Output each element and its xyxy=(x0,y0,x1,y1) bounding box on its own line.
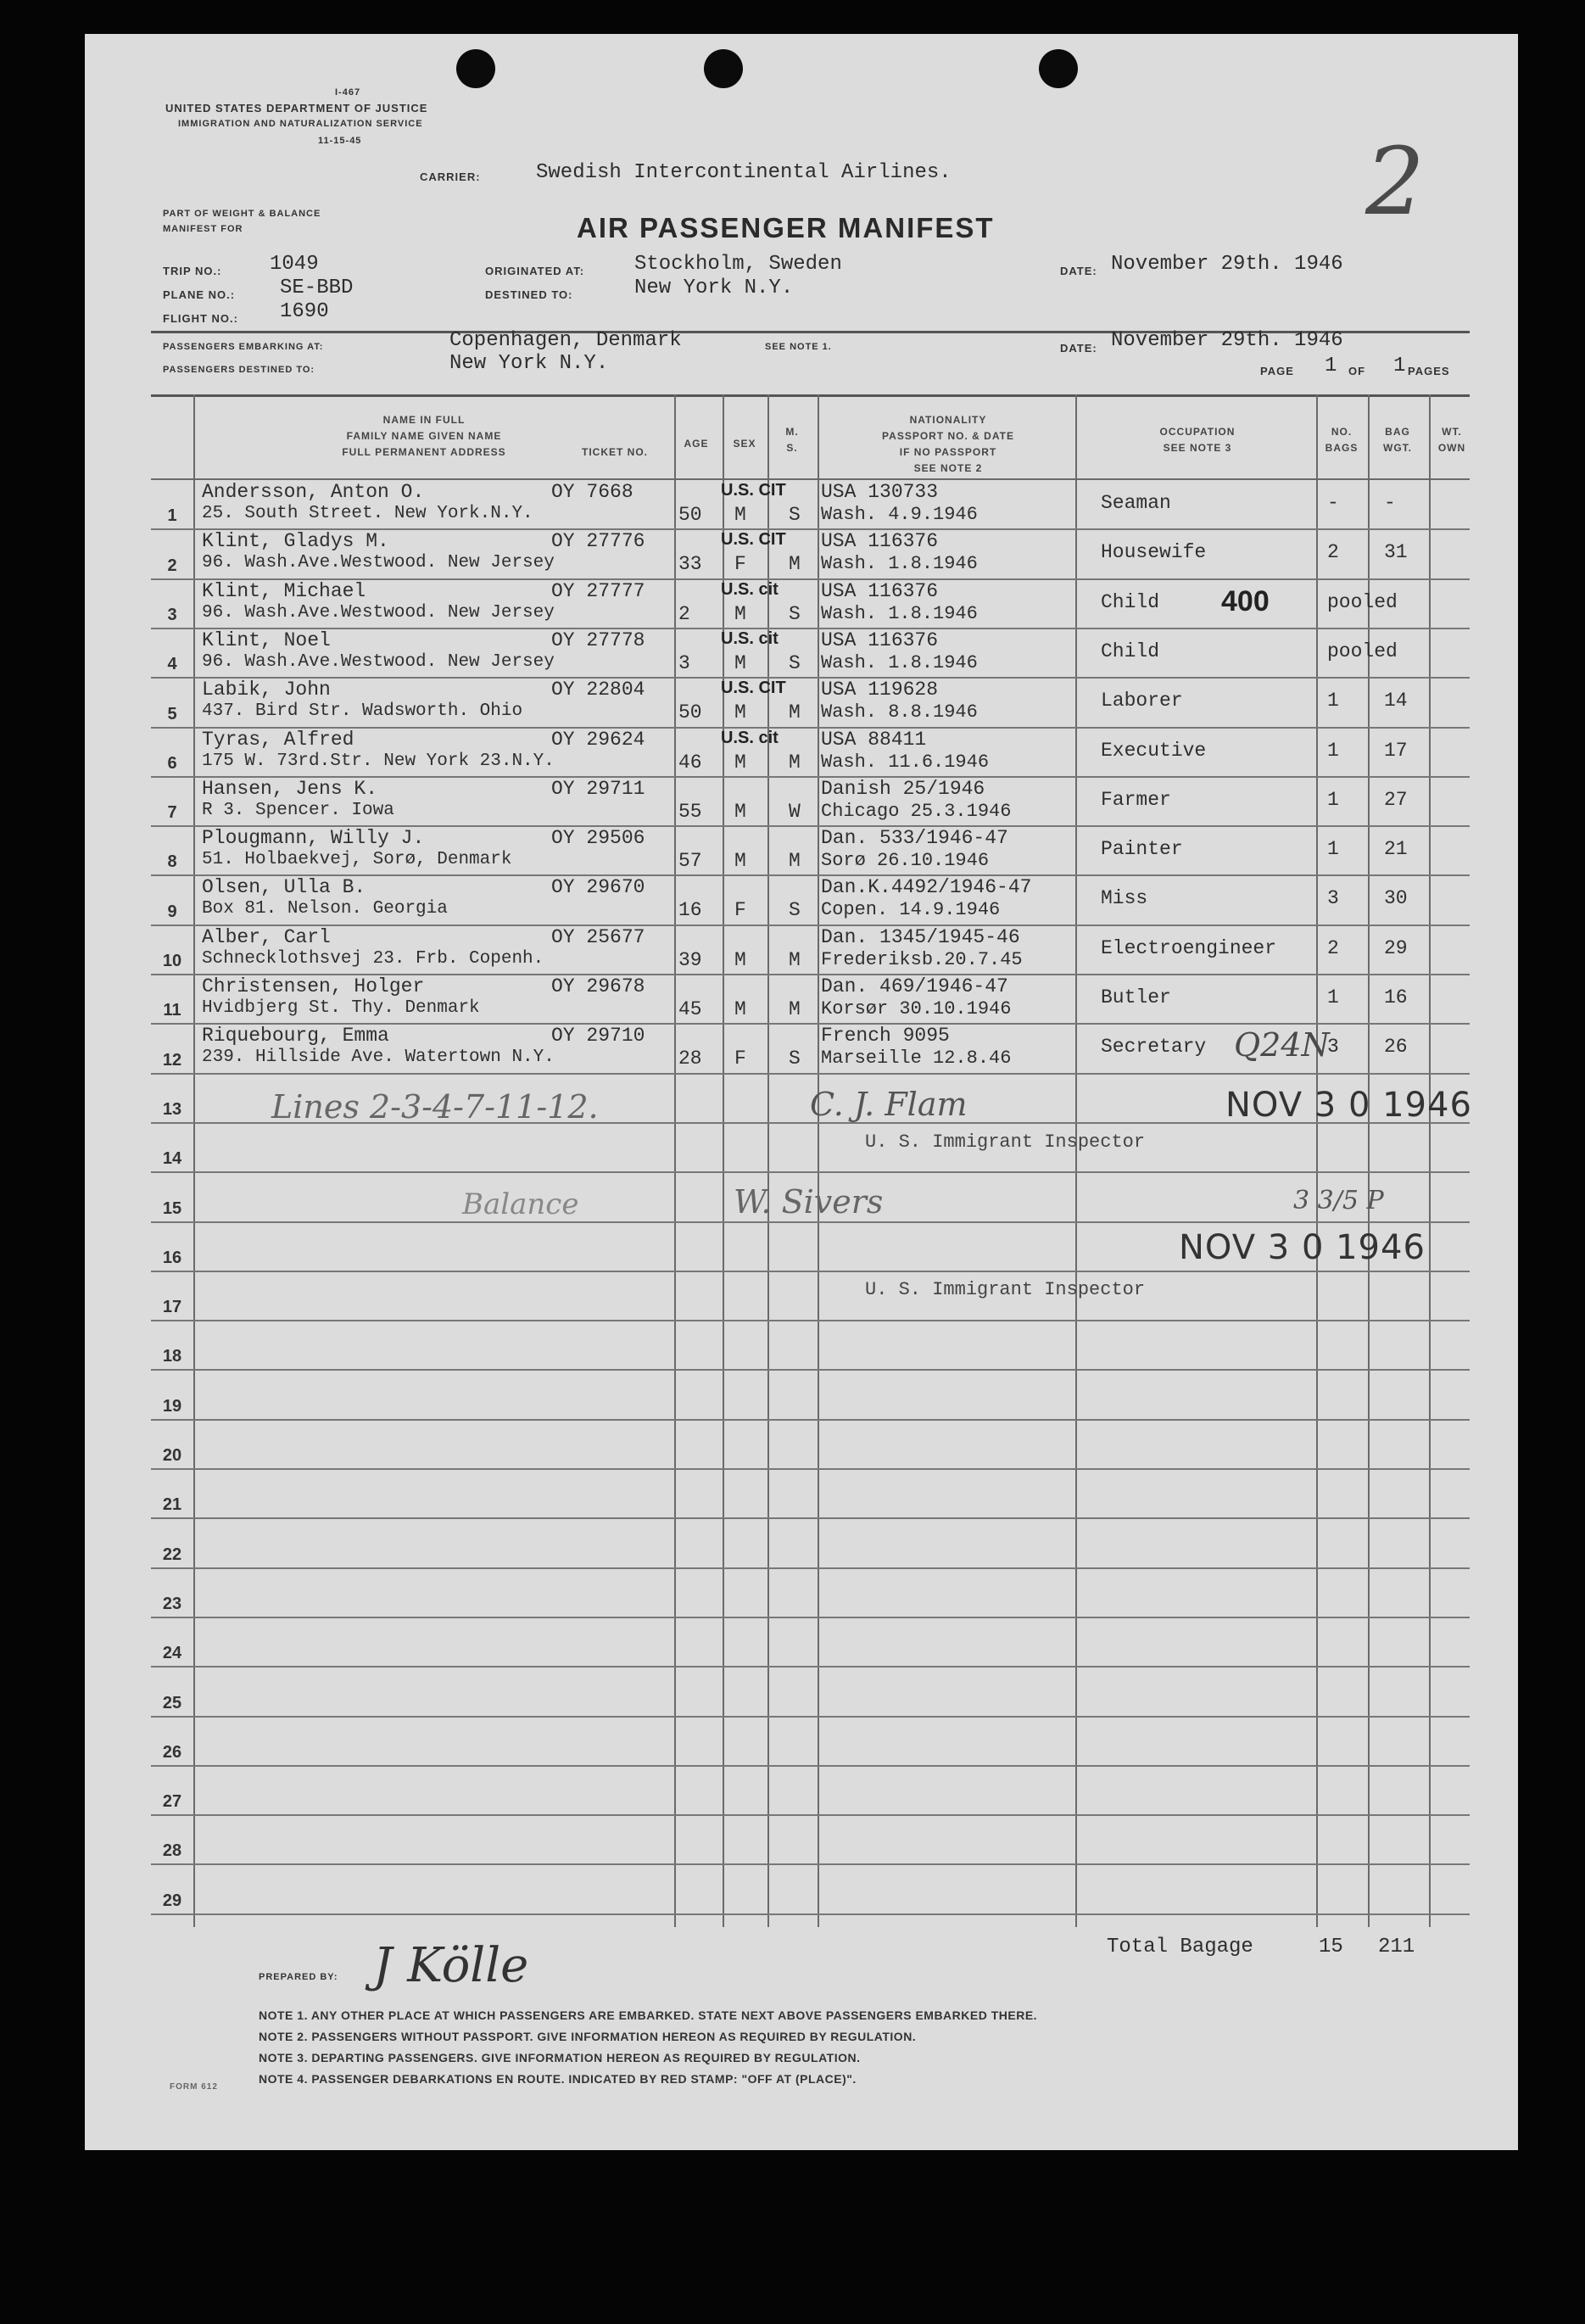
nationality-passport: Dan. 469/1946-47 xyxy=(821,975,1008,997)
passenger-address: 25. South Street. New York.N.Y. xyxy=(202,504,533,523)
row-number: 21 xyxy=(162,1495,182,1514)
occupation: Electroengineer xyxy=(1101,937,1277,959)
form-revision: 11-15-45 xyxy=(318,136,362,146)
total-bags: 15 xyxy=(1319,1936,1343,1958)
total-baggage-label: Total Bagage xyxy=(1107,1936,1253,1958)
row-rule xyxy=(151,1666,1470,1668)
nationality-passport: USA 119628 xyxy=(821,679,939,701)
passenger-sex: M xyxy=(734,504,746,526)
col-header-bags xyxy=(1316,424,1367,456)
marital-status: W xyxy=(789,801,801,823)
passenger-sex: M xyxy=(734,801,746,823)
row-number: 16 xyxy=(162,1249,182,1267)
ticket-number: OY 29678 xyxy=(551,975,645,997)
passenger-name: Andersson, Anton O. xyxy=(202,481,425,503)
marital-status: S xyxy=(789,899,801,921)
nationality-passport: Dan.K.4492/1946-47 xyxy=(821,876,1032,898)
passenger-name: Hansen, Jens K. xyxy=(202,778,378,800)
row-number: 4 xyxy=(167,655,177,673)
bag-count: 2 xyxy=(1327,541,1339,563)
row-number: 1 xyxy=(167,506,177,525)
row-rule xyxy=(151,1517,1470,1519)
passenger-sex: M xyxy=(734,751,746,774)
row-number: 14 xyxy=(162,1149,182,1168)
row-rule xyxy=(151,1320,1470,1321)
page-count: 1 xyxy=(1393,355,1406,377)
passenger-sex: F xyxy=(734,553,746,575)
time-note: 3 3/5 P xyxy=(1293,1186,1384,1215)
bag-weight: 21 xyxy=(1384,838,1408,860)
passenger-name: Plougmann, Willy J. xyxy=(202,827,425,849)
nationality-passport: USA 116376 xyxy=(821,629,939,651)
passport-date: Wash. 4.9.1946 xyxy=(821,504,978,525)
passenger-sex: M xyxy=(734,701,746,723)
inspector-signature-2: W. Sivers xyxy=(734,1183,884,1221)
row-number: 24 xyxy=(162,1644,182,1662)
passport-date: Wash. 11.6.1946 xyxy=(821,751,990,773)
row-number: 7 xyxy=(167,803,177,822)
bag-weight: 16 xyxy=(1384,986,1408,1008)
ticket-number: OY 27778 xyxy=(551,629,645,651)
passenger-sex: M xyxy=(734,949,746,971)
nationality-passport: USA 116376 xyxy=(821,580,939,602)
col-header-own-weight xyxy=(1433,424,1471,456)
row-rule xyxy=(151,1271,1470,1272)
punch-hole xyxy=(704,49,743,88)
bag-weight: 29 xyxy=(1384,937,1408,959)
form-number: I-467 xyxy=(335,87,361,98)
bag-count: 3 xyxy=(1327,1036,1339,1058)
row-number: 29 xyxy=(162,1891,182,1910)
bag-count: pooled xyxy=(1327,640,1398,662)
occupation: Miss xyxy=(1101,887,1148,909)
date-value-2: November 29th. 1946 xyxy=(1111,329,1343,352)
inspector-signature-1: C. J. Flam xyxy=(810,1086,968,1123)
occupation: Executive xyxy=(1101,740,1207,762)
date-label: DATE: xyxy=(1060,265,1097,277)
occupation: Housewife xyxy=(1101,541,1207,563)
col-header-occ-1: OCCUPATION xyxy=(1159,426,1236,438)
marital-status: M xyxy=(789,701,801,723)
note-4: NOTE 4. PASSENGER DEBARKATIONS EN ROUTE. INDICATED BY RED STAMP: "OFF AT (PLACE)". xyxy=(259,2072,857,2086)
bag-weight: 17 xyxy=(1384,740,1408,762)
table-top-rule xyxy=(151,394,1470,397)
originated-label: ORIGINATED AT: xyxy=(485,265,585,277)
passenger-address: 239. Hillside Ave. Watertown N.Y. xyxy=(202,1047,555,1067)
citizenship-stamp: U.S. cit xyxy=(721,580,779,599)
part-of-label: PART OF WEIGHT & BALANCE xyxy=(163,209,321,219)
passport-date: Wash. 8.8.1946 xyxy=(821,701,978,723)
ticket-number: OY 29624 xyxy=(551,729,645,751)
citizenship-stamp: U.S. CIT xyxy=(721,530,786,549)
row-number: 27 xyxy=(162,1792,182,1811)
passenger-address: 96. Wash.Ave.Westwood. New Jersey xyxy=(202,553,555,573)
column-rule xyxy=(193,394,195,1927)
ticket-number: OY 22804 xyxy=(551,679,645,701)
column-rule xyxy=(1429,394,1431,1927)
passenger-name: Alber, Carl xyxy=(202,926,331,948)
occupation: Seaman xyxy=(1101,492,1171,514)
col-header-bags-2: BAGS xyxy=(1325,442,1359,454)
row-number: 25 xyxy=(162,1694,182,1712)
passport-date: Korsør 30.10.1946 xyxy=(821,998,1012,1020)
col-header-bag-weight xyxy=(1372,424,1423,456)
row-number: 26 xyxy=(162,1743,182,1762)
column-rule xyxy=(1075,394,1077,1927)
row-number: 3 xyxy=(167,606,177,624)
destined-value: New York N.Y. xyxy=(634,277,794,299)
col-header-own-2: OWN xyxy=(1437,442,1466,454)
date-stamp-2: NOV 3 0 1946 xyxy=(1179,1228,1426,1267)
occupation: Child xyxy=(1101,640,1160,662)
date-stamp-1: NOV 3 0 1946 xyxy=(1225,1086,1472,1125)
row-number: 17 xyxy=(162,1298,182,1316)
passenger-name: Christensen, Holger xyxy=(202,975,425,997)
passenger-address: 96. Wash.Ave.Westwood. New Jersey xyxy=(202,603,555,623)
occupation: Painter xyxy=(1101,838,1183,860)
row-number: 9 xyxy=(167,902,177,921)
lines-note: Lines 2-3-4-7-11-12. xyxy=(271,1088,599,1126)
passenger-age: 39 xyxy=(678,949,702,971)
bag-count: 1 xyxy=(1327,740,1339,762)
ticket-number: OY 25677 xyxy=(551,926,645,948)
citizenship-stamp: U.S. CIT xyxy=(721,481,786,500)
nationality-passport: French 9095 xyxy=(821,1025,950,1047)
row-number: 22 xyxy=(162,1545,182,1564)
marital-status: M xyxy=(789,751,801,774)
passenger-age: 16 xyxy=(678,899,702,921)
ticket-number: OY 29670 xyxy=(551,876,645,898)
page-mark: 2 xyxy=(1365,127,1425,236)
trip-value: 1049 xyxy=(270,253,319,276)
bag-weight: - xyxy=(1384,492,1396,514)
document-title: AIR PASSENGER MANIFEST xyxy=(577,212,995,243)
passenger-sex: F xyxy=(734,1047,746,1070)
occupation: Butler xyxy=(1101,986,1171,1008)
marital-status: S xyxy=(789,504,801,526)
passenger-address: 175 W. 73rd.Str. New York 23.N.Y. xyxy=(202,751,555,771)
marital-status: M xyxy=(789,998,801,1020)
col-header-bags-1: NO. xyxy=(1331,426,1353,438)
marital-status: S xyxy=(789,603,801,625)
row-rule xyxy=(151,1765,1470,1767)
col-header-occupation xyxy=(1079,424,1316,456)
passenger-address: Schnecklothsvej 23. Frb. Copenh. xyxy=(202,949,544,969)
row-number: 20 xyxy=(162,1446,182,1465)
col-header-name xyxy=(280,412,568,461)
row-number: 2 xyxy=(167,556,177,575)
ticket-number: OY 29506 xyxy=(551,827,645,849)
passport-date: Sorø 26.10.1946 xyxy=(821,850,990,871)
pages-label: PAGES xyxy=(1408,365,1450,377)
passenger-age: 57 xyxy=(678,850,702,872)
carrier-value: Swedish Intercontinental Airlines. xyxy=(536,161,952,184)
ticket-number: OY 29710 xyxy=(551,1025,645,1047)
row-number: 15 xyxy=(162,1199,182,1218)
header-bottom-rule xyxy=(151,478,1470,480)
col-header-nat-3: IF NO PASSPORT xyxy=(899,446,997,458)
prepared-by-signature: J Kölle xyxy=(373,1938,529,1993)
carrier-label: CARRIER: xyxy=(420,170,481,183)
passenger-address: Box 81. Nelson. Georgia xyxy=(202,899,448,919)
agency-line-1: UNITED STATES DEPARTMENT OF JUSTICE xyxy=(165,102,428,115)
nationality-passport: Danish 25/1946 xyxy=(821,778,985,800)
row-rule xyxy=(151,1617,1470,1618)
row-number: 10 xyxy=(162,952,182,970)
row-rule xyxy=(151,677,1470,679)
col-header-sex: SEX xyxy=(733,438,756,450)
nationality-passport: USA 130733 xyxy=(821,481,939,503)
passport-date: Frederiksb.20.7.45 xyxy=(821,949,1023,970)
punch-hole xyxy=(1039,49,1078,88)
column-rule xyxy=(818,394,819,1927)
row-rule xyxy=(151,1171,1470,1173)
col-header-wgt-1: BAG xyxy=(1385,426,1410,438)
row-number: 19 xyxy=(162,1397,182,1416)
row-number: 28 xyxy=(162,1841,182,1860)
form-code: FORM 612 xyxy=(170,2082,218,2092)
column-rule xyxy=(767,394,769,1927)
ticket-number: OY 29711 xyxy=(551,778,645,800)
manifest-for-label: MANIFEST FOR xyxy=(163,224,243,234)
col-header-age: AGE xyxy=(684,438,709,450)
row-number: 13 xyxy=(162,1100,182,1119)
column-rule xyxy=(1368,394,1370,1927)
marital-status: M xyxy=(789,553,801,575)
marital-status: S xyxy=(789,1047,801,1070)
ticket-number: OY 27776 xyxy=(551,530,645,552)
bag-weight: 26 xyxy=(1384,1036,1408,1058)
col-header-own-1: WT. xyxy=(1442,426,1462,438)
passenger-age: 50 xyxy=(678,504,702,526)
passenger-sex: M xyxy=(734,998,746,1020)
col-header-name-1: NAME IN FULL xyxy=(382,414,466,426)
embarking-value: Copenhagen, Denmark xyxy=(449,329,682,352)
passport-date: Wash. 1.8.1946 xyxy=(821,553,978,574)
passenger-address: R 3. Spencer. Iowa xyxy=(202,801,394,820)
row-number: 5 xyxy=(167,705,177,723)
originated-value: Stockholm, Sweden xyxy=(634,253,842,276)
plane-value: SE-BBD xyxy=(280,277,354,299)
row-number: 18 xyxy=(162,1347,182,1366)
row-rule xyxy=(151,925,1470,926)
citizenship-stamp: U.S. cit xyxy=(721,629,779,648)
column-rule xyxy=(723,394,724,1927)
destined-label: DESTINED TO: xyxy=(485,288,573,301)
inspector-title-1: U. S. Immigrant Inspector xyxy=(865,1131,1146,1153)
col-header-nationality xyxy=(821,412,1075,477)
nationality-passport: USA 88411 xyxy=(821,729,927,751)
bag-weight: 27 xyxy=(1384,789,1408,811)
col-header-name-3: FULL PERMANENT ADDRESS xyxy=(342,446,506,458)
nationality-passport: USA 116376 xyxy=(821,530,939,552)
of-label: OF xyxy=(1348,365,1366,377)
passenger-age: 45 xyxy=(678,998,702,1020)
bag-count: 2 xyxy=(1327,937,1339,959)
inspector-title-2: U. S. Immigrant Inspector xyxy=(865,1279,1146,1300)
passenger-age: 55 xyxy=(678,801,702,823)
nationality-passport: Dan. 1345/1945-46 xyxy=(821,926,1020,948)
bag-count: 1 xyxy=(1327,986,1339,1008)
note-2: NOTE 2. PASSENGERS WITHOUT PASSPORT. GIVE INFORMATION HEREON AS REQUIRED BY REGULATION. xyxy=(259,2030,917,2043)
col-header-occ-2: SEE NOTE 3 xyxy=(1163,442,1232,454)
row-rule xyxy=(151,1073,1470,1075)
occupation: Child xyxy=(1101,591,1160,613)
col-header-nat-2: PASSPORT NO. & DATE xyxy=(882,430,1014,442)
passenger-name: Klint, Noel xyxy=(202,629,331,651)
col-header-nat-4: SEE NOTE 2 xyxy=(913,462,983,474)
punch-hole xyxy=(456,49,495,88)
passenger-age: 46 xyxy=(678,751,702,774)
col-header-ms xyxy=(770,424,814,456)
bag-weight: 30 xyxy=(1384,887,1408,909)
date-label-2: DATE: xyxy=(1060,342,1097,355)
note-3: NOTE 3. DEPARTING PASSENGERS. GIVE INFORMATION HEREON AS REQUIRED BY REGULATION. xyxy=(259,2051,861,2064)
passenger-age: 3 xyxy=(678,652,690,674)
bag-count: pooled xyxy=(1327,591,1398,613)
passenger-sex: F xyxy=(734,899,746,921)
row-rule xyxy=(151,628,1470,629)
passenger-age: 33 xyxy=(678,553,702,575)
bag-weight: 31 xyxy=(1384,541,1408,563)
bag-weight: 14 xyxy=(1384,690,1408,712)
passenger-age: 2 xyxy=(678,603,690,625)
passenger-age: 50 xyxy=(678,701,702,723)
row-number: 8 xyxy=(167,852,177,871)
passenger-address: 51. Holbaekvej, Sorø, Denmark xyxy=(202,850,512,869)
row-rule xyxy=(151,1814,1470,1816)
passenger-sex: M xyxy=(734,850,746,872)
marital-status: M xyxy=(789,850,801,872)
column-rule xyxy=(1316,394,1318,1927)
trip-label: TRIP NO.: xyxy=(163,265,222,277)
occupation: Farmer xyxy=(1101,789,1171,811)
row-rule xyxy=(151,1468,1470,1470)
passenger-name: Klint, Michael xyxy=(202,580,366,602)
ticket-number: OY 27777 xyxy=(551,580,645,602)
passenger-address: 96. Wash.Ave.Westwood. New Jersey xyxy=(202,652,555,672)
passenger-name: Riquebourg, Emma xyxy=(202,1025,389,1047)
passenger-sex: M xyxy=(734,652,746,674)
row-rule xyxy=(151,1567,1470,1569)
row-rule xyxy=(151,1913,1470,1915)
row-rule xyxy=(151,1419,1470,1421)
page-label: PAGE xyxy=(1260,365,1294,377)
prepared-by-label: PREPARED BY: xyxy=(259,1972,338,1982)
passenger-name: Labik, John xyxy=(202,679,331,701)
col-header-name-2: FAMILY NAME GIVEN NAME xyxy=(346,430,502,442)
passport-date: Wash. 1.8.1946 xyxy=(821,603,978,624)
bag-count: 3 xyxy=(1327,887,1339,909)
marital-status: S xyxy=(789,652,801,674)
col-header-ms-1: M. xyxy=(785,426,799,438)
bag-count: 1 xyxy=(1327,789,1339,811)
column-rule xyxy=(674,394,676,1927)
col-header-nat-1: NATIONALITY xyxy=(909,414,987,426)
agency-line-2: IMMIGRATION AND NATURALIZATION SERVICE xyxy=(178,119,423,129)
date-value: November 29th. 1946 xyxy=(1111,253,1343,276)
flight-label: FLIGHT NO.: xyxy=(163,312,238,325)
passport-date: Chicago 25.3.1946 xyxy=(821,801,1012,822)
occupation: Laborer xyxy=(1101,690,1183,712)
row-number: 11 xyxy=(163,1001,181,1020)
row-rule xyxy=(151,1716,1470,1718)
occupation: Secretary xyxy=(1101,1036,1207,1058)
col-header-ticket: TICKET NO. xyxy=(582,446,648,458)
plane-label: PLANE NO.: xyxy=(163,288,236,301)
bag-count: - xyxy=(1327,492,1339,514)
citizenship-stamp: U.S. cit xyxy=(721,729,779,747)
passport-date: Wash. 1.8.1946 xyxy=(821,652,978,673)
citizenship-stamp: U.S. CIT xyxy=(721,679,786,697)
passenger-name: Olsen, Ulla B. xyxy=(202,876,366,898)
marital-status: M xyxy=(789,949,801,971)
passenger-name: Tyras, Alfred xyxy=(202,729,354,751)
ticket-number: OY 7668 xyxy=(551,481,633,503)
pass-destined-label: PASSENGERS DESTINED TO: xyxy=(163,365,315,375)
embarking-label: PASSENGERS EMBARKING AT: xyxy=(163,342,324,352)
passenger-age: 28 xyxy=(678,1047,702,1070)
passenger-address: 437. Bird Str. Wadsworth. Ohio xyxy=(202,701,523,721)
row-rule xyxy=(151,1369,1470,1371)
passenger-name: Klint, Gladys M. xyxy=(202,530,389,552)
row-rule xyxy=(151,1221,1470,1223)
row-number: 23 xyxy=(162,1595,182,1613)
bag-count: 1 xyxy=(1327,690,1339,712)
passport-date: Copen. 14.9.1946 xyxy=(821,899,1001,920)
passport-date: Marseille 12.8.46 xyxy=(821,1047,1012,1069)
row-number: 6 xyxy=(167,754,177,773)
passenger-address: Hvidbjerg St. Thy. Denmark xyxy=(202,998,480,1018)
total-weight: 211 xyxy=(1378,1936,1415,1958)
row-number: 12 xyxy=(162,1051,182,1070)
nationality-passport: Dan. 533/1946-47 xyxy=(821,827,1008,849)
passenger-sex: M xyxy=(734,603,746,625)
pass-destined-value: New York N.Y. xyxy=(449,352,609,375)
child-note: 400 xyxy=(1221,585,1270,617)
balance-note: Balance xyxy=(462,1187,579,1221)
col-header-ms-2: S. xyxy=(786,442,798,454)
page-number: 1 xyxy=(1325,355,1337,377)
col-header-wgt-2: WGT. xyxy=(1383,442,1412,454)
row-rule xyxy=(151,1863,1470,1865)
see-note-label: SEE NOTE 1. xyxy=(765,342,832,352)
note-1: NOTE 1. ANY OTHER PLACE AT WHICH PASSENGERS ARE EMBARKED. STATE NEXT ABOVE PASSENGERS EMBARKED THERE. xyxy=(259,2008,1038,2022)
flight-value: 1690 xyxy=(280,300,329,323)
bag-count: 1 xyxy=(1327,838,1339,860)
secretary-note: Q24N xyxy=(1234,1026,1330,1064)
